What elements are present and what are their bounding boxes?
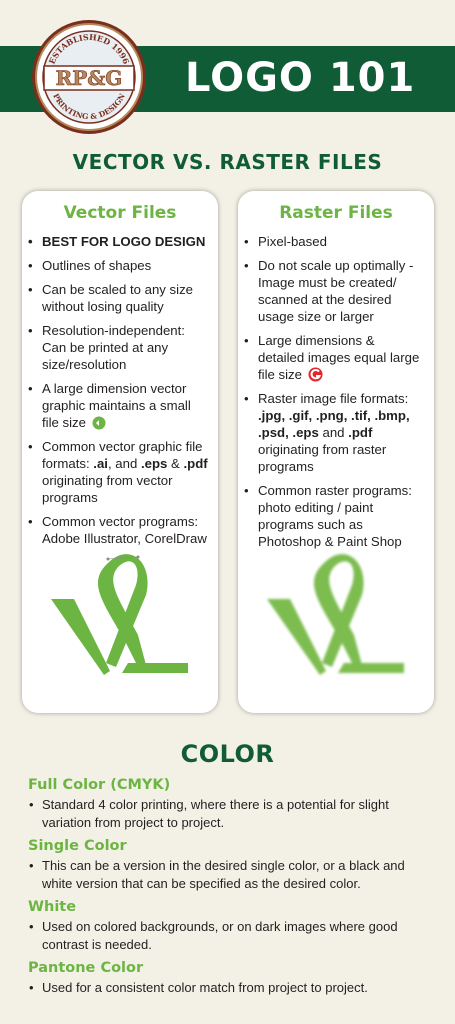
color-item-title: Full Color (CMYK) <box>28 777 171 793</box>
list-item-text: Large dimensions & detailed images equal large file size <box>258 333 420 382</box>
list-item-text: Raster image file formats: <box>258 391 409 406</box>
list-item: • Can be scaled to any size without losing quality <box>40 281 208 315</box>
color-section-heading: COLOR <box>180 740 275 768</box>
color-item-desc: • Used for a consistent color match from project to project. <box>28 979 438 997</box>
color-item-title: Single Color <box>28 838 127 854</box>
page-title: LOGO 101 <box>185 55 416 101</box>
vector-list <box>22 233 218 547</box>
list-item: • BEST FOR LOGO DESIGN <box>40 233 208 250</box>
raster-logo-sample <box>262 543 412 693</box>
list-item-text: Common vector graphic file formats: <box>42 439 203 471</box>
list-item <box>256 390 424 475</box>
color-item-desc: • This can be a version in the desired single color, or a black and white version that can be specified as the desired color. <box>28 857 438 893</box>
seal-logo <box>30 18 148 136</box>
color-item-single-color <box>28 838 438 893</box>
raster-files-card <box>238 191 434 713</box>
large-size-indicator-icon <box>308 367 323 382</box>
list-item: • Pixel-based <box>256 233 424 250</box>
list-item-text: originating from vector programs <box>42 473 173 505</box>
color-item-title: Pantone Color <box>28 960 144 976</box>
vector-card-title: Vector Files <box>63 203 177 223</box>
color-item-white <box>28 899 438 954</box>
format-pdf: .pdf <box>348 425 373 440</box>
list-item-text: A large dimension vector graphic maintains a small file size <box>42 381 191 430</box>
color-item-desc: • Used on colored backgrounds, or on dark images where good contrast is needed. <box>28 918 438 954</box>
svg-text:ESTABLISHED 1996: ESTABLISHED 1996 <box>46 31 132 66</box>
format-pdf: .pdf <box>183 456 208 471</box>
list-item <box>40 380 208 431</box>
list-item: • Resolution-independent: Can be printed at any size/resolution <box>40 322 208 373</box>
vector-logo-sample <box>46 543 196 693</box>
raster-list <box>238 233 434 550</box>
format-eps: .eps <box>140 456 168 471</box>
raster-card-title: Raster Files <box>279 203 393 223</box>
vector-files-card <box>22 191 218 713</box>
list-item: • Do not scale up optimally - Image must be created/ scanned at the desired usage size or larger <box>256 257 424 325</box>
list-item: • Common raster programs: photo editing / paint programs such as Photoshop & Paint Shop <box>256 482 424 550</box>
list-item-text: and <box>318 425 349 440</box>
format-ai: .ai <box>93 456 108 471</box>
color-item-title: White <box>28 899 77 915</box>
svg-text:RP&G: RP&G <box>55 66 123 90</box>
list-item: • Common vector programs: Adobe Illustrator, CorelDraw <box>40 513 208 547</box>
svg-text:PRINTING & DESIGN: PRINTING & DESIGN <box>51 91 127 122</box>
format-list: .jpg, .gif, .png, .tif, .bmp, .psd, .eps <box>258 408 410 440</box>
list-item-text: , and <box>107 456 141 471</box>
list-item <box>40 438 208 506</box>
color-item-desc: • Standard 4 color printing, where there is a potential for slight variation from project to project. <box>28 796 438 832</box>
list-item-text: & <box>167 456 184 471</box>
list-item <box>256 332 424 383</box>
list-item-text: originating from raster programs <box>258 442 387 474</box>
color-item-pantone <box>28 960 438 997</box>
color-item-full-color <box>28 777 438 832</box>
list-item: • Outlines of shapes <box>40 257 208 274</box>
small-size-indicator-icon <box>92 416 106 430</box>
files-section-heading: VECTOR VS. RASTER FILES <box>72 150 383 174</box>
